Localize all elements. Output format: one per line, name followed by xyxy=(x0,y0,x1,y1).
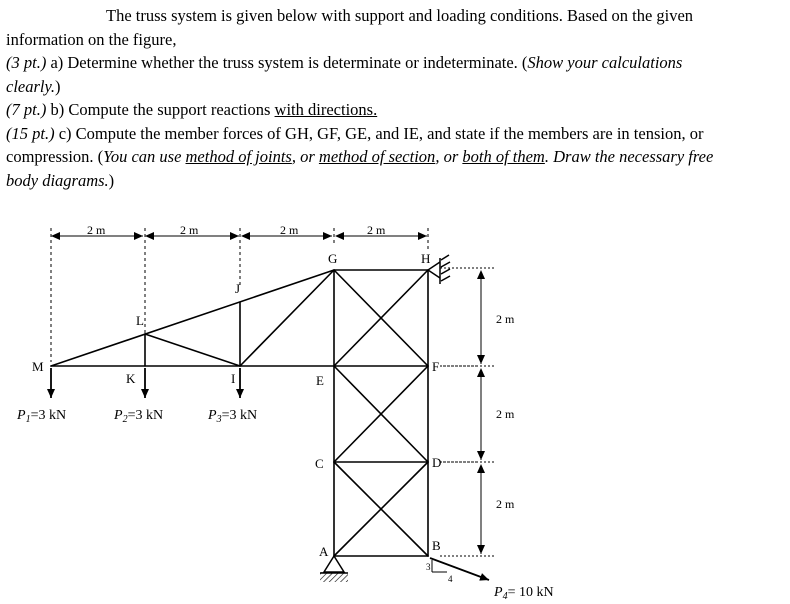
node-b-label: B xyxy=(432,538,441,553)
slope-run-label: 4 xyxy=(448,574,453,584)
part-b-text: b) Compute the support reactions xyxy=(50,100,275,119)
part-c-method-joints: method of joints xyxy=(185,147,292,166)
part-c-method-section: method of section xyxy=(318,147,436,166)
load-p2-value: =3 kN xyxy=(127,408,164,423)
support-h-hatch-4 xyxy=(441,276,450,281)
node-h-label: H xyxy=(421,251,431,266)
node-d-label: D xyxy=(432,455,442,470)
load-p2-label xyxy=(113,408,163,425)
dim-label-v1: 2 m xyxy=(496,312,515,326)
dim-label-2: 2 m xyxy=(180,223,199,237)
part-c-close: ) xyxy=(108,170,115,190)
node-a-label: A xyxy=(319,544,329,559)
intro-line-2: information on the figure, xyxy=(6,29,177,49)
intro-line-1: The truss system is given below with support and loading conditions. Based on the given xyxy=(106,6,694,25)
load-p4-symbol: P xyxy=(494,585,503,600)
support-h-link-2 xyxy=(428,270,440,278)
support-h-hatch-3 xyxy=(441,269,450,274)
dim-label-4: 2 m xyxy=(367,223,386,237)
node-c-label: C xyxy=(315,456,324,471)
part-c-italic-4: . Draw the necessary free xyxy=(544,147,714,166)
part-c-italic-2: , or xyxy=(291,147,319,166)
dim-label-1: 2 m xyxy=(87,223,106,237)
node-labels xyxy=(32,251,441,559)
part-a-text: a) Determine whether the truss system is determinate or indeterminate. ( xyxy=(50,53,528,72)
load-p1-subscript: 1 xyxy=(25,414,31,425)
load-p2-symbol: P xyxy=(114,408,123,423)
part-c-points: (15 pt.) xyxy=(6,123,55,143)
part-b-points: (7 pt.) xyxy=(6,100,47,119)
vertical-loads xyxy=(51,368,240,398)
node-l-label: L xyxy=(136,313,144,328)
load-p2-subscript: 2 xyxy=(122,414,128,425)
node-i-label: I xyxy=(231,371,236,386)
load-p4-subscript: 4 xyxy=(502,591,508,602)
member-li xyxy=(145,334,240,366)
load-p1-label xyxy=(16,408,66,425)
support-a xyxy=(320,556,348,582)
node-j-label: J xyxy=(235,281,241,296)
part-c-italic-3: , or xyxy=(435,147,463,166)
load-p3-label xyxy=(207,408,257,425)
member-mg xyxy=(51,270,334,366)
leader-lines xyxy=(443,366,478,462)
member-ig xyxy=(240,270,334,366)
dim-label-v3: 2 m xyxy=(496,497,515,511)
support-h xyxy=(428,255,450,284)
part-c-text-2: compression. ( xyxy=(6,147,104,166)
part-c-italic-1: You can use xyxy=(103,147,186,166)
part-a-close: ) xyxy=(55,76,61,96)
load-p4-value: = 10 kN xyxy=(507,585,554,600)
node-g-label: G xyxy=(328,251,338,266)
vertical-dimensions xyxy=(440,268,494,556)
support-h-hatch-2 xyxy=(441,262,450,267)
part-c-italic-5: body diagrams. xyxy=(6,170,109,190)
dim-label-v2: 2 m xyxy=(496,407,515,421)
part-a-italic-2: clearly. xyxy=(6,76,56,96)
load-p3-subscript: 3 xyxy=(216,414,222,425)
node-m-label: M xyxy=(32,359,44,374)
part-b-underlined: with directions. xyxy=(274,100,378,119)
support-h-hatch-1 xyxy=(441,255,449,260)
part-a-points: (3 pt.) xyxy=(6,53,47,72)
part-c-both: both of them xyxy=(462,147,545,166)
load-p1-symbol: P xyxy=(17,408,26,423)
load-p1-value: =3 kN xyxy=(30,408,67,423)
load-p3-value: =3 kN xyxy=(221,408,258,423)
node-f-label: F xyxy=(432,359,440,374)
load-p4-arrow xyxy=(430,558,489,580)
part-c-text: c) Compute the member forces of GH, GF, GE, and IE, and state if the members are in tension, or xyxy=(58,123,704,143)
load-p4-label xyxy=(493,585,554,602)
dim-label-3: 2 m xyxy=(280,223,299,237)
slope-rise-label: 3 xyxy=(426,562,431,572)
load-p3-symbol: P xyxy=(208,408,217,423)
node-e-label: E xyxy=(316,373,324,388)
part-a-italic: Show your calculations xyxy=(527,53,683,72)
node-k-label: K xyxy=(126,371,136,386)
